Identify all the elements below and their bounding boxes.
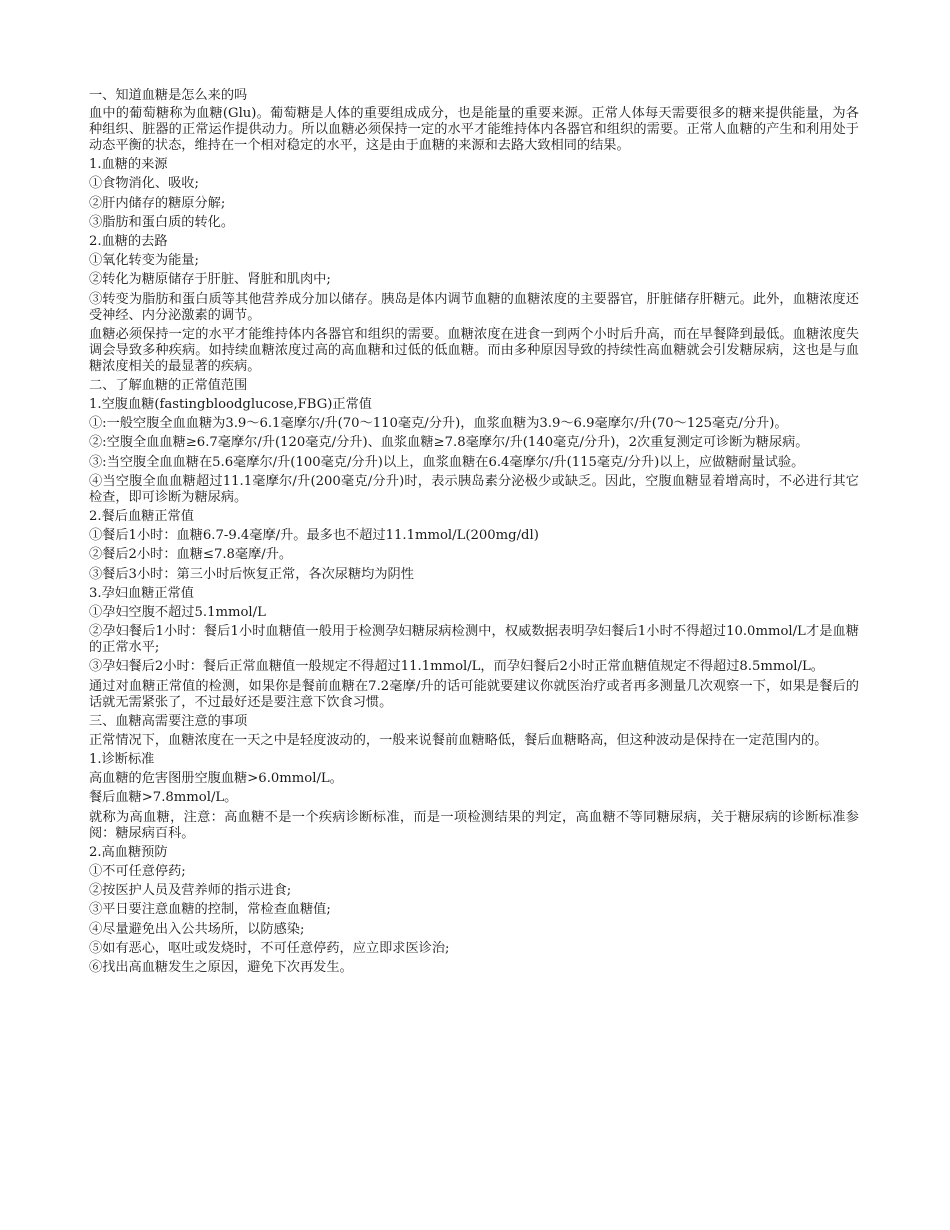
sink-item: ③转变为脂肪和蛋白质等其他营养成分加以储存。胰岛是体内调节血糖的血糖浓度的主要器官，肝脏储存肝糖元。此外，血糖浓度还受神经、内分泌激素的调节。 — [89, 291, 859, 323]
blood-sugar-sink-heading: 2.血糖的去路 — [89, 233, 168, 249]
diagnosis-heading: 1.诊断标准 — [89, 752, 155, 768]
sink-item: ②转化为糖原储存于肝脏、肾脏和肌肉中; — [89, 272, 331, 288]
fasting-item: ④当空腹全血血糖超过11.1毫摩尔/升(200毫克/分升)时，表示胰岛素分泌极少或缺乏。因此，空腹血糖显着增高时，不必进行其它检查，即可诊断为糖尿病。 — [89, 473, 859, 505]
diagnosis-item: 高血糖的危害图册空腹血糖>6.0mmol/L。 — [89, 771, 343, 787]
diagnosis-note: 就称为高血糖，注意：高血糖不是一个疾病诊断标准，而是一项检测结果的判定，高血糖不等同糖尿病，关于糖尿病的诊断标准参阅：糖尿病百科。 — [89, 809, 859, 841]
postprandial-item: ①餐后1小时：血糖6.7-9.4毫摩/升。最多也不超过11.1mmol/L(200mg/dl) — [89, 528, 539, 544]
postprandial-item: ③餐后3小时：第三小时后恢复正常，各次尿糖均为阴性 — [89, 566, 414, 582]
prevention-heading: 2.高血糖预防 — [89, 844, 168, 860]
pregnancy-heading: 3.孕妇血糖正常值 — [89, 585, 194, 601]
fasting-item: ②:空腹全血血糖≥6.7毫摩尔/升(120毫克/分升)、血浆血糖≥7.8毫摩尔/升(140毫克/分升)，2次重复测定可诊断为糖尿病。 — [89, 435, 809, 451]
fasting-item: ①:一般空腹全血血糖为3.9～6.1毫摩尔/升(70～110毫克/分升)，血浆血糖为3.9～6.9毫摩尔/升(70～125毫克/分升)。 — [89, 416, 788, 432]
diagnosis-item: 餐后血糖>7.8mmol/L。 — [89, 790, 238, 806]
source-item: ③脂肪和蛋白质的转化。 — [89, 214, 235, 230]
section-1-summary: 血糖必须保持一定的水平才能维持体内各器官和组织的需要。血糖浓度在进食一到两个小时后升高，而在早餐降到最低。血糖浓度失调会导致多种疾病。如持续血糖浓度过高的高血糖和过低的低血糖。而由多种原因导致的持续性高血糖就会引发糖尿病，这也是与血糖浓度相关的最显著的疾病。 — [89, 326, 859, 374]
pregnancy-item: ③孕妇餐后2小时：餐后正常血糖值一般规定不得超过11.1mmol/L，而孕妇餐后2小时正常血糖值规定不得超过8.5mmol/L。 — [89, 659, 824, 675]
prevention-item: ②按医护人员及营养师的指示进食; — [89, 883, 292, 899]
pregnancy-item: ②孕妇餐后1小时：餐后1小时血糖值一般用于检测孕妇糖尿病检测中，权威数据表明孕妇餐后1小时不得超过10.0mmol/L才是血糖的正常水平; — [89, 624, 859, 656]
section-3-intro: 正常情况下，血糖浓度在一天之中是轻度波动的，一般来说餐前血糖略低，餐后血糖略高，但这种波动是保持在一定范围内的。 — [89, 732, 828, 748]
fasting-item: ③:当空腹全血血糖在5.6毫摩尔/升(100毫克/分升)以上，血浆血糖在6.4毫摩尔/升(115毫克/分升)以上，应做糖耐量试验。 — [89, 454, 805, 470]
prevention-item: ①不可任意停药; — [89, 864, 186, 879]
document-body — [89, 88, 859, 979]
postprandial-item: ②餐后2小时：血糖≤7.8毫摩/升。 — [89, 547, 293, 563]
section-1-title: 一、知道血糖是怎么来的吗 — [89, 88, 248, 103]
prevention-item: ③平日要注意血糖的控制，常检查血糖值; — [89, 902, 331, 918]
prevention-item: ⑥找出高血糖发生之原因，避免下次再发生。 — [89, 959, 353, 975]
blood-sugar-source-heading: 1.血糖的来源 — [89, 157, 168, 173]
section-1-intro: 血中的葡萄糖称为血糖(Glu)。葡萄糖是人体的重要组成成分，也是能量的重要来源。正常人体每天需要很多的糖来提供能量，为各种组织、脏器的正常运作提供动力。所以血糖必须保持一定的水平才能维持体内各器官和组织的需要。正常人血糖的产生和利用处于动态平衡的状态，维持在一个相对稳定的水平，这是由于血糖的来源和去路大致相同的结果。 — [89, 106, 859, 153]
source-item: ②肝内储存的糖原分解; — [89, 195, 226, 211]
fasting-glucose-heading: 1.空腹血糖(fastingbloodglucose,FBG)正常值 — [89, 397, 372, 413]
section-2-title: 二、了解血糖的正常值范围 — [89, 377, 248, 393]
pregnancy-item: ①孕妇空腹不超过5.1mmol/L — [89, 604, 266, 620]
sink-item: ①氧化转变为能量; — [89, 253, 199, 269]
source-item: ①食物消化、吸收; — [89, 176, 199, 192]
section-2-summary: 通过对血糖正常值的检测，如果你是餐前血糖在7.2毫摩/升的话可能就要建议你就医治疗或者再多测量几次观察一下，如果是餐后的话就无需紧张了，不过最好还是要注意下饮食习惯。 — [89, 678, 859, 710]
section-3-title: 三、血糖高需要注意的事项 — [89, 713, 248, 729]
postprandial-heading: 2.餐后血糖正常值 — [89, 509, 194, 524]
prevention-item: ⑤如有恶心，呕吐或发烧时，不可任意停药，应立即求医诊治; — [89, 940, 450, 956]
prevention-item: ④尽量避免出入公共场所，以防感染; — [89, 921, 305, 937]
